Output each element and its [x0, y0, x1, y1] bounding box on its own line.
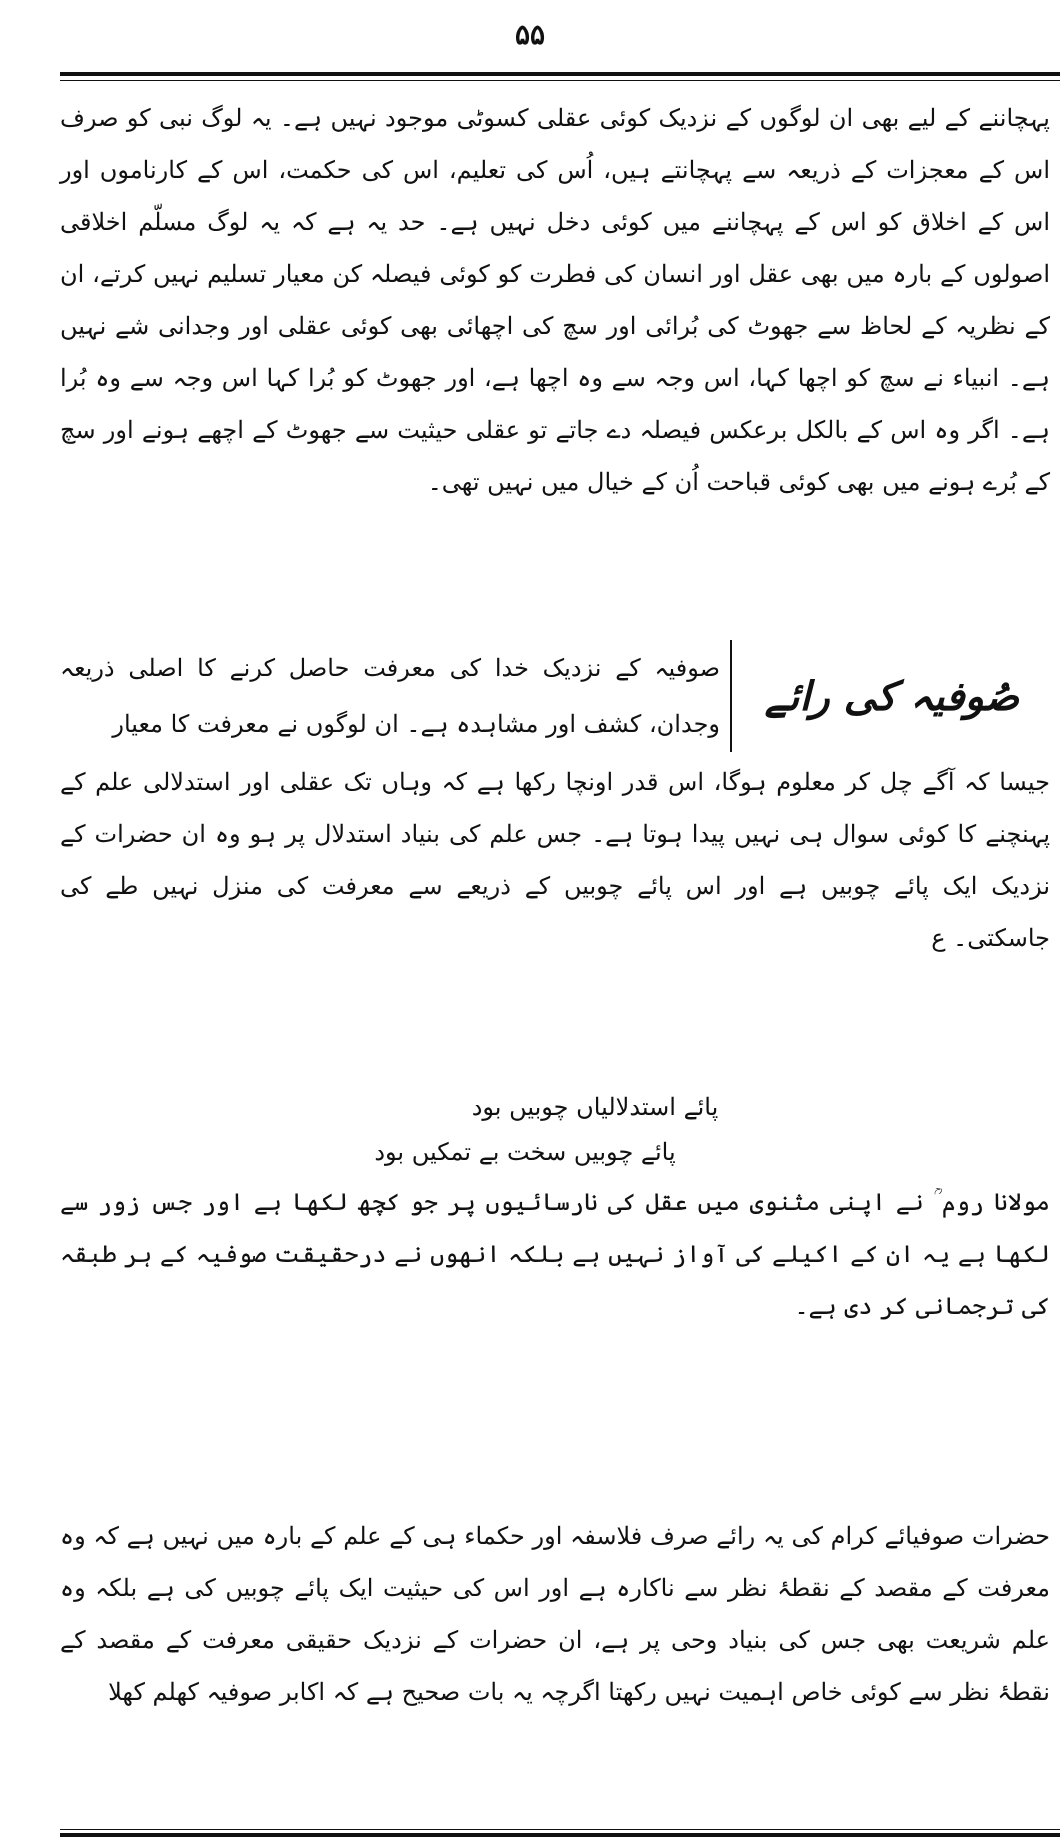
header-rule-thin [60, 80, 1060, 81]
verse-line-1: پائے استدلالیاں چوبیں بود [471, 1093, 719, 1121]
verse-line-2: پائے چوبیں سخت بے تمکیں بود [374, 1138, 676, 1166]
paragraph-3: مولانا روم ؒ نے اپنی مثنوی میں عقل کی نارسائیوں پر جو کچھ لکھا ہے اور جس زور سے لکھا ہے یہ ان کے اکیلے کی آواز نہیں ہے بلکہ انھوں نے درحقیقت صوفیہ کے ہر طبقہ کی ترجمانی کر دی ہے۔ [60, 1188, 1050, 1320]
section-heading: صُوفیہ کی رائے [764, 672, 1020, 720]
section-heading-box [730, 640, 1052, 752]
paragraph-2: جیسا کہ آگے چل کر معلوم ہوگا، اس قدر اونچا رکھا ہے کہ وہاں تک عقلی اور استدلالی علم کے پہنچنے کا کوئی سوال ہی نہیں پیدا ہوتا ہے۔ جس علم کی بنیاد استدلال پر ہو وہ ان حضرات کے نزدیک ایک پائے چوبیں ہے اور اس پائے چوبیں کے ذریعے سے معرفت کی منزل نہیں طے کی جاسکتی۔ ع [60, 768, 1050, 952]
page-number: ۵۵ [514, 18, 546, 51]
footer-rule-thick [60, 1833, 1060, 1837]
paragraph-1: پہچاننے کے لیے بھی ان لوگوں کے نزدیک کوئی عقلی کسوٹی موجود نہیں ہے۔ یہ لوگ نبی کو صرف اس کے معجزات کے ذریعہ سے پہچانتے ہیں، اُس کی تعلیم، اس کی حکمت، اس کے کارناموں اور اس کے اخلاق کو اس کے پہچاننے میں کوئی دخل نہیں ہے۔ حد یہ ہے کہ یہ لوگ مسلّم اخلاقی اصولوں کے بارہ میں بھی عقل اور انسان کی فطرت کو کوئی فیصلہ کن معیار تسلیم نہیں کرتے، ان کے نظریہ کے لحاظ سے جھوٹ کی بُرائی اور سچ کی اچھائی بھی کوئی عقلی اور وجدانی شے نہیں ہے۔ انبیاء نے سچ کو اچھا کہا، اس وجہ سے وہ اچھا ہے، اور جھوٹ کو بُرا کہا اس وجہ سے وہ بُرا ہے۔ اگر وہ اس کے بالکل برعکس فیصلہ دے جاتے تو عقلی حیثیت سے جھوٹ کے اچھے ہونے اور سچ کے بُرے ہونے میں بھی کوئی قباحت اُن کے خیال میں نہیں تھی۔ [60, 104, 1050, 496]
footer-rule-thin [60, 1829, 1060, 1830]
header-rule-thick [60, 72, 1060, 76]
paragraph-4: حضرات صوفیائے کرام کی یہ رائے صرف فلاسفہ اور حکماء ہی کے علم کے بارہ میں نہیں ہے کہ وہ معرفت کے مقصد کے نقطۂ نظر سے ناکارہ ہے اور اس کی حیثیت ایک پائے چوبیں کی ہے بلکہ وہ علم شریعت بھی جس کی بنیاد وحی پر ہے، ان حضرات کے نزدیک حقیقی معرفت کے مقصد کے نقطۂ نظر سے کوئی خاص اہمیت نہیں رکھتا اگرچہ یہ بات صحیح ہے کہ اکابر صوفیہ کھلم کھلا [60, 1522, 1051, 1706]
section-heading-side-text: صوفیہ کے نزدیک خدا کی معرفت حاصل کرنے کا اصلی ذریعہ وجدان، کشف اور مشاہدہ ہے۔ ان لوگوں نے معرفت کا معیار [60, 654, 720, 738]
